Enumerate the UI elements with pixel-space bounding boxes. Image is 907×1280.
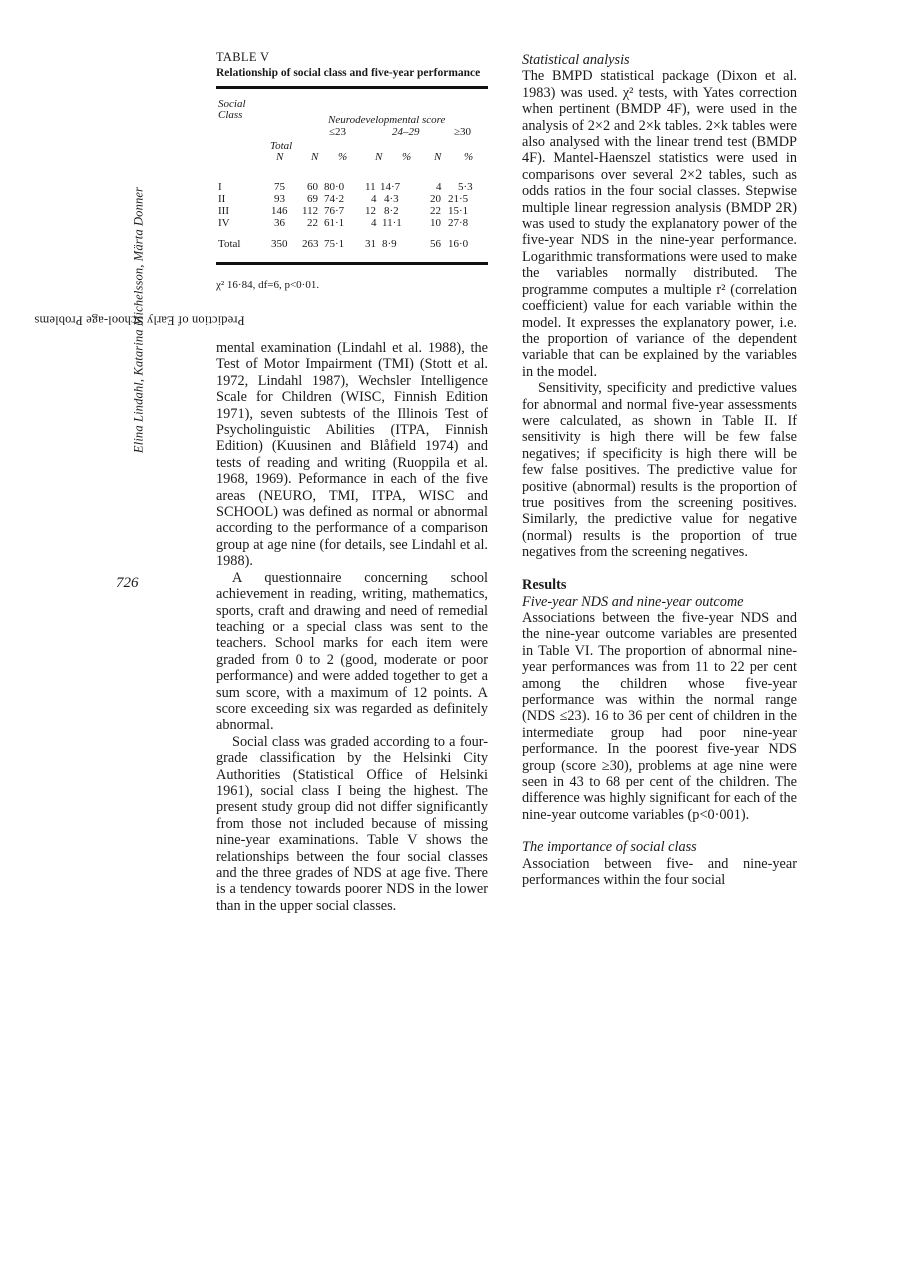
table-footnote: χ² 16·84, df=6, p<0·01. [216, 279, 320, 291]
row-2-p2: 4·3 [384, 193, 399, 205]
table-v [216, 50, 488, 250]
row-1-n1: 60 [307, 181, 318, 193]
total-row-n2: 31 [365, 238, 376, 250]
row-3-class: III [218, 205, 229, 217]
head-n-3: N [434, 151, 442, 163]
table-grid [216, 90, 488, 290]
head-nds: Neurodevelopmental score [328, 114, 446, 126]
total-row-n3: 56 [430, 238, 441, 250]
total-row-n1: 263 [302, 238, 319, 250]
row-1-n2: 11 [365, 181, 376, 193]
row-1-class: I [218, 181, 222, 193]
row-1-p2: 14·7 [380, 181, 401, 193]
head-total-n: N [276, 151, 284, 163]
row-2-n3: 20 [430, 193, 441, 205]
total-row-total: 350 [271, 238, 288, 250]
left-paragraph-1: mental examination (Lindahl et al. 1988), the Test of Motor Impairment (TMI) (Stott et al. 1972, Lindahl 1987), Wechsler Intelligence Scale for Children (WISC, Finnish Edition 1971), seven subtests of the Illinois Test of Psycholinguistic Abilities (ITPA, Finnish Edition) (Kuusinen and Blåfield 1974) and tests of reading and writing (Ruoppila et al. 1968, 1969). Peformance in each of the five areas (NEURO, TMI, ITPA, WISC and SCHOOL) was defined as normal or abnormal according to the performance of a comparison group at age nine (for details, see Lindahl et al. 1988). [216, 340, 488, 570]
row-2-total: 93 [274, 193, 285, 205]
total-row-label: Total [218, 238, 241, 250]
row-1-n3: 4 [436, 181, 442, 193]
running-head-title: Prediction of Early School-age Problems [33, 313, 245, 328]
row-4-n1: 22 [307, 217, 318, 229]
row-3-p3: 15·1 [448, 205, 469, 217]
row-3-n3: 22 [430, 205, 441, 217]
statistical-analysis-heading: Statistical analysis [522, 52, 630, 68]
row-3-p1: 76·7 [324, 205, 345, 217]
right-column [522, 52, 797, 889]
left-paragraph-2: A questionnaire concerning school achievement in reading, writing, mathematics, sports, craft and drawing and need of remedial teaching or a special class was sent to the teachers. School marks for each item were graded from 0 to 2 (good, moderate or poor performance) and were added together to get a sum score, with a maximum of 12 points. A score exceeding six was regarded as definitely abnormal. [216, 569, 488, 734]
table-bottom-rule [216, 262, 488, 265]
stat-paragraph-1: The BMPD statistical package (Dixon et al. 1983) was used. χ² tests, with Yates correction when pertinent (BMDP 4F), were used in the analysis of 2×2 and 2×k tables. 2×k tables were also analysed with the linear trend test (BMDP 4F). Mantel-Haenszel statistics were used in comparisons over several 2×2 tables, such as odds ratios in the four social classes. Stepwise multiple linear regression analysis (BMDP 2R) was used to study the explanatory power of the five-year NDS in the nine-year performance. Logarithmic transformations were used to make the variables normally distributed. The programme computes a multiple r² (correlation coefficient) value for each variable within the model. It expresses the explanatory power, i.e. the proportion of variance of the dependent variable that can be explained by the variables in the model. [522, 68, 797, 380]
head-band-1: ≤23 [329, 126, 347, 138]
row-1-total: 75 [274, 181, 285, 193]
head-n-2: N [375, 151, 383, 163]
row-2-class: II [218, 193, 226, 205]
head-social: Social [218, 98, 246, 110]
total-row-p2: 8·9 [382, 238, 397, 250]
left-paragraph-3: Social class was graded according to a four-grade classification by the Helsinki City Authorities (Statistical Office of Helsinki 1961), social class I being the highest. The present study group did not differ significantly from those not included because of missing nine-year examinations. Table V shows the relationships between the four social classes and the three grades of NDS at age five. There is a tendency towards poorer NDS in the lower than in the upper social classes. [216, 733, 488, 914]
row-3-n1: 112 [302, 205, 319, 217]
row-4-p2: 11·1 [382, 217, 402, 229]
head-pct-1: % [338, 151, 348, 163]
row-2-p3: 21·5 [448, 193, 469, 205]
total-row-p1: 75·1 [324, 238, 345, 250]
results-heading: Results [522, 576, 567, 593]
table-title: Relationship of social class and five-year performance [216, 67, 481, 79]
row-2-p1: 74·2 [324, 193, 345, 205]
head-band-3: ≥30 [454, 126, 472, 138]
row-2-n2: 4 [371, 193, 377, 205]
results-paragraph-2: Association between five- and nine-year performances within the four social [522, 855, 797, 889]
row-4-p3: 27·8 [448, 217, 469, 229]
row-2-n1: 69 [307, 193, 318, 205]
stat-paragraph-2: Sensitivity, specificity and predictive values for abnormal and normal five-year assessments were calculated, as shown in Table II. If sensitivity is high there will be few false negatives; if specificity is high there will be few false positives. The predictive value for positive (abnormal) results is the proportion of true positives from the screening positives. Similarly, the predictive value for negative (normal) results is the proportion of true negatives from the screening negatives. [522, 380, 797, 561]
head-total: Total [270, 140, 293, 152]
row-3-p2: 8·2 [384, 205, 399, 217]
head-pct-3: % [464, 151, 474, 163]
row-3-n2: 12 [365, 205, 376, 217]
table-label: TABLE V [216, 50, 270, 64]
head-class: Class [218, 109, 243, 121]
row-4-class: IV [218, 217, 230, 229]
row-3-total: 146 [271, 205, 288, 217]
row-1-p3: 5·3 [458, 181, 473, 193]
table-top-rule [216, 86, 488, 89]
row-1-p1: 80·0 [324, 181, 345, 193]
head-n-1: N [311, 151, 319, 163]
left-column [216, 340, 488, 914]
head-pct-2: % [402, 151, 412, 163]
results-paragraph-1: Associations between the five-year NDS and the nine-year outcome variables are presented in Table VI. The proportion of abnormal nine-year performances was from 11 to 22 per cent among the children whose five-year performance was within the normal range (NDS ≤23). 16 to 36 per cent of children in the intermediate group had poor nine-year performance. In the poorest five-year NDS group (score ≥30), problems at age nine were seen in 43 to 68 per cent of the children. The difference was highly significant for each of the nine-year outcome variables (p<0·001). [522, 610, 797, 823]
row-4-total: 36 [274, 217, 285, 229]
page-number: 726 [116, 575, 139, 591]
subheading-social-class: The importance of social class [522, 839, 697, 856]
subheading-nds-outcome: Five-year NDS and nine-year outcome [522, 593, 744, 610]
running-head-authors: Elina Lindahl, Katarina Michelsson, Märta Donner [131, 186, 146, 454]
row-4-n3: 10 [430, 217, 441, 229]
row-4-n2: 4 [371, 217, 377, 229]
row-4-p1: 61·1 [324, 217, 345, 229]
head-band-2: 24–29 [392, 126, 420, 138]
total-row-p3: 16·0 [448, 238, 469, 250]
